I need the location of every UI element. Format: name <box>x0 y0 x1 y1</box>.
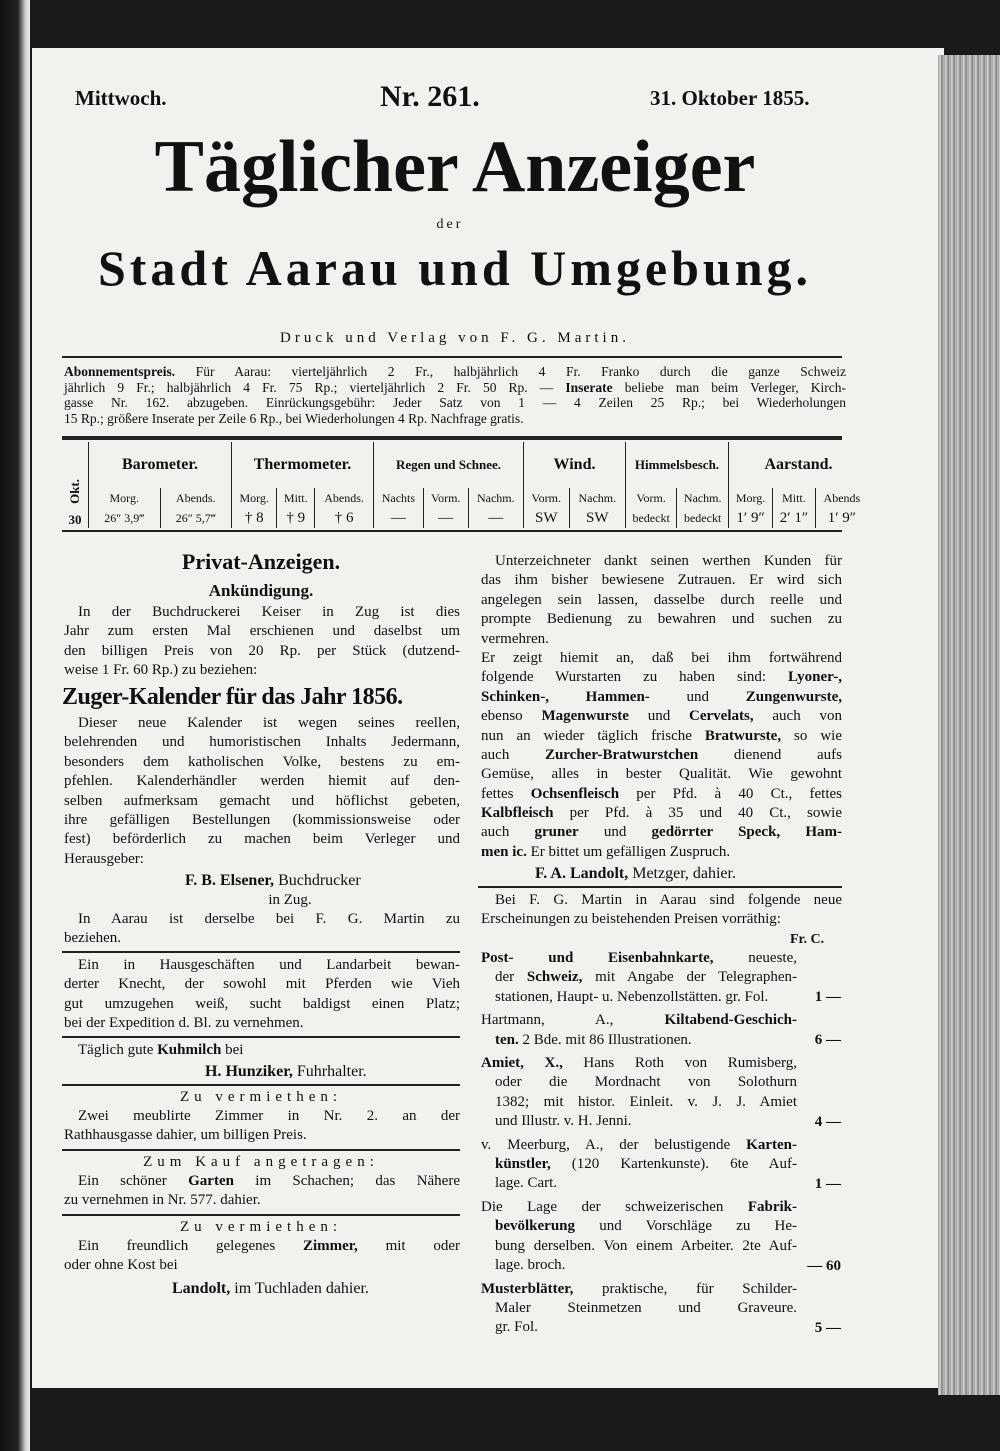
book-entry <box>481 1011 841 1050</box>
text-line <box>64 411 846 427</box>
weather-table <box>62 442 868 528</box>
text: Erscheinungen zu beistehenden Preisen vorräthig: <box>481 911 781 928</box>
text-line <box>481 1237 797 1256</box>
weather-subheader: Mitt. <box>277 488 315 508</box>
weather-subheader: Nachts <box>374 488 424 508</box>
text-line <box>64 910 460 929</box>
weather-subheader: Mitt. <box>773 488 816 508</box>
text: oder ohne Kost bei <box>64 1257 178 1274</box>
text-line <box>481 1299 797 1318</box>
text-line <box>481 571 842 590</box>
text: bung derselben. Von einem Arbeiter. 2te Auf- <box>495 1237 797 1254</box>
weather-header: Wind. <box>524 442 626 488</box>
text: mit oder <box>357 1238 461 1254</box>
text: Jahr zum ersten Mal erschienen und daselbst um <box>64 623 460 640</box>
bold-text: men ic. <box>481 843 527 860</box>
text: belehrenden und humoristischen Inhalts Jedermann, <box>64 734 460 751</box>
bold-text: Zimmer, <box>302 1238 358 1254</box>
text: und <box>649 688 746 705</box>
weather-value: 1′ 9″ <box>729 508 773 528</box>
text-line <box>481 1031 797 1050</box>
text: Unterzeichneter dankt seinen werthen Kunden für <box>495 553 842 569</box>
weather-value: † 6 <box>315 508 374 528</box>
text-line <box>481 707 842 726</box>
text: das ihm bisher bewiesene Zutrauen. Er wird sich <box>481 572 842 589</box>
text: und Vorschläge zu He- <box>575 1218 797 1235</box>
divider <box>62 1214 460 1216</box>
text-line <box>64 1256 460 1275</box>
text-line <box>64 642 460 661</box>
text: auch <box>481 746 545 763</box>
weekday: Mittwoch. <box>75 86 167 110</box>
publisher-line: Druck und Verlag von F. G. Martin. <box>280 330 630 346</box>
text-line <box>481 1198 797 1217</box>
weather-day: 30 <box>68 512 82 527</box>
text: Ein schöner <box>78 1173 189 1189</box>
text-line <box>481 1136 797 1155</box>
signature-name: F. B. Elsener, <box>185 872 275 889</box>
bold-text: Zurcher-Bratwurstchen <box>544 746 699 763</box>
bold-text: Garten <box>188 1173 234 1189</box>
text-line <box>481 968 797 987</box>
weather-subheader: Morg. <box>232 488 277 508</box>
text: bei <box>221 1042 244 1058</box>
text: Er zeigt hiemit an, daß bei ihm fortwährend <box>481 649 842 666</box>
text: 2 Bde. mit 86 Illustrationen. <box>518 1031 692 1048</box>
text-line <box>481 1093 797 1112</box>
book-price: 6 — <box>814 1032 841 1049</box>
ad-text <box>64 1041 314 1060</box>
weather-value: 2′ 1″ <box>773 508 816 528</box>
ad-text <box>64 1172 460 1211</box>
text-line <box>64 975 460 994</box>
ad-text <box>64 714 460 869</box>
signature-name: Landolt, <box>172 1280 231 1297</box>
text-line <box>64 364 846 380</box>
divider <box>62 1084 460 1086</box>
text: zu vernehmen in Nr. 577. dahier. <box>64 1192 261 1209</box>
divider <box>62 951 460 953</box>
text: und <box>628 708 690 725</box>
text: Für Aarau: vierteljährlich 2 Fr., halbjährlich 4 Fr. Franko durch die ganze Schweiz <box>175 364 846 379</box>
ad-text <box>481 552 842 862</box>
text-line <box>481 891 842 910</box>
bold-text: ten. <box>495 1031 519 1048</box>
bold-text: Kalbfleisch <box>481 805 554 822</box>
weather-subheader: Abends <box>815 488 868 508</box>
weather-header: Himmelsbesch. <box>626 442 729 488</box>
text: nun an wieder täglich frische <box>481 727 705 744</box>
text: (120 Kartenkunste). 6te Auf- <box>550 1156 797 1173</box>
text: lage. Cart. <box>495 1175 558 1192</box>
weather-value: † 8 <box>232 508 277 528</box>
scan-left-edge <box>0 0 30 1451</box>
ad-headline: Zuger-Kalender für das Jahr 1856. <box>62 684 403 710</box>
weather-value: — <box>423 508 468 528</box>
weather-value: SW <box>569 508 625 528</box>
text: Ein freundlich gelegenes <box>78 1238 303 1254</box>
subscription-info <box>64 364 846 426</box>
text-line <box>481 746 842 765</box>
text-line <box>64 753 460 772</box>
text-line <box>64 380 846 396</box>
signature-name: H. Hunziker, <box>205 1063 293 1080</box>
text: In Aarau ist derselbe bei F. G. Martin zu <box>78 911 460 927</box>
text: gasse Nr. 162. abzugeben. Einrückungsgebühr: Jeder Satz von 1 — 4 Zeilen 25 Rp.; bei Wiederholungen <box>64 395 846 410</box>
divider <box>62 436 842 440</box>
text-line <box>481 727 842 746</box>
text: im Schachen; das Nähere <box>233 1173 460 1189</box>
ad-signature <box>205 1062 367 1081</box>
weather-value: SW <box>524 508 570 528</box>
text: Ein in Hausgeschäften und Landarbeit bewan- <box>78 957 460 973</box>
text-line <box>64 1191 460 1210</box>
signature-role: Buchdrucker <box>278 872 361 889</box>
text: und Illustr. v. H. Jenni. <box>495 1113 632 1130</box>
text-line <box>481 1217 797 1236</box>
bold-text: Kiltabend-Geschich- <box>664 1012 797 1029</box>
weather-value: — <box>374 508 424 528</box>
text-line <box>64 661 460 680</box>
weather-value: bedeckt <box>677 508 729 528</box>
bold-text: Karten- <box>746 1136 797 1153</box>
weather-header: Aarstand. <box>729 442 869 488</box>
newspaper-title: Täglicher Anzeiger <box>154 126 756 208</box>
text-line <box>64 929 460 948</box>
weather-subheader: Vorm. <box>423 488 468 508</box>
bold-text: Zungenwurste, <box>745 688 843 705</box>
weather-header: Thermometer. <box>232 442 374 488</box>
section-heading: Privat-Anzeigen. <box>181 549 341 574</box>
text-line <box>64 395 846 411</box>
text-line <box>64 772 460 791</box>
bold-text: Schinken-, Hammen- <box>481 688 650 705</box>
text: Bei F. G. Martin in Aarau sind folgende neue <box>495 892 842 908</box>
text: den billigen Preis von 20 Rp. per Stück (dutzend- <box>64 642 460 659</box>
bold-text: bevölkerung <box>495 1218 576 1235</box>
text-line <box>64 956 460 975</box>
weather-subheader: Abends. <box>160 488 232 508</box>
text: auch von <box>753 708 842 725</box>
bold-text: Cervelats, <box>689 708 754 725</box>
text-line <box>481 668 842 687</box>
text: bei der Expedition d. Bl. zu vernehmen. <box>64 1015 304 1032</box>
text-line <box>481 1155 797 1174</box>
bold-text: Kuhmilch <box>157 1042 222 1058</box>
ad-text <box>64 603 460 681</box>
text-line <box>481 785 842 804</box>
book-entry <box>481 1280 841 1338</box>
text-line <box>64 733 460 752</box>
text: prompte Bedienung zu bewahren und suchen zu <box>481 611 842 628</box>
title-der: der <box>436 217 464 232</box>
bold-text: Magenwurste <box>541 708 629 725</box>
text: praktische, für Schilder- <box>573 1280 797 1297</box>
text-line <box>64 714 460 733</box>
bold-text: Ochsenfleisch <box>530 785 620 802</box>
text: der <box>495 969 527 986</box>
text-line <box>481 591 842 610</box>
weather-value: bedeckt <box>626 508 677 528</box>
text-line <box>64 1237 460 1256</box>
text-line <box>481 1174 797 1193</box>
text: so wie <box>781 727 842 744</box>
ad-text <box>64 956 460 1034</box>
ad-text <box>64 1107 460 1146</box>
bold-text: Amiet, X., <box>481 1055 563 1072</box>
text: beliebe man beim Verleger, Kirch- <box>612 379 846 395</box>
signature-role: Fuhrhalter. <box>296 1063 367 1080</box>
text: jährlich 9 Fr.; halbjährlich 4 Fr. 75 Rp.; vierteljährlich 2 Fr. 50 Rp. — <box>64 379 566 395</box>
text: ebenso <box>481 708 542 725</box>
text-line <box>481 910 842 929</box>
text: Gemüse, alles in bester Qualität. Wie gewohnt <box>481 766 842 783</box>
text: und <box>578 824 652 841</box>
weather-subheader: Nachm. <box>569 488 625 508</box>
text: gut umzugehen weiß, sucht baldigst einen Platz; <box>64 995 460 1012</box>
weather-subheader: Abends. <box>315 488 374 508</box>
text-line <box>481 610 842 629</box>
divider <box>62 356 842 358</box>
text: beziehen. <box>64 930 122 947</box>
text: auch <box>481 824 535 841</box>
weather-header: Regen und Schnee. <box>374 442 524 488</box>
text: v. Meerburg, A., der belustigende <box>481 1136 747 1153</box>
ad-text <box>64 910 460 949</box>
text-line <box>481 804 842 823</box>
book-price: — 60 <box>807 1257 841 1274</box>
text-line <box>64 792 460 811</box>
bold-text: Inserate <box>565 379 613 395</box>
book-entry <box>481 949 841 1007</box>
text: vermehren. <box>481 630 549 647</box>
text-line <box>481 1280 797 1299</box>
weather-month: Okt. <box>67 479 82 504</box>
text-line <box>481 988 797 1007</box>
text: Er bittet um gefälligen Zuspruch. <box>526 843 731 860</box>
ad-signature <box>185 871 361 890</box>
book-entry <box>481 1136 841 1194</box>
text: lage. broch. <box>495 1257 566 1274</box>
divider <box>62 530 842 532</box>
issue-date: 31. Oktober 1855. <box>650 86 810 110</box>
bold-text: Lyoner-, <box>787 669 842 686</box>
text: fettes <box>481 785 531 802</box>
weather-value: 26″ 3,9‴ <box>89 508 161 528</box>
bold-text: Post- und Eisenbahnkarte, <box>481 950 714 966</box>
signature-role: im Tuchladen dahier. <box>234 1280 369 1297</box>
text: per Pfd. à 40 Ct., fettes <box>619 785 842 802</box>
text-line <box>481 1318 797 1337</box>
book-entry <box>481 1198 841 1276</box>
text-line <box>481 630 842 649</box>
text: Die Lage der schweizerischen <box>481 1198 748 1215</box>
weather-subheader: Nachm. <box>468 488 523 508</box>
text: Herausgeber: <box>64 850 144 867</box>
weather-subheader: Nachm. <box>677 488 729 508</box>
bold-text: Abonnementspreis. <box>64 364 176 379</box>
divider <box>62 1149 460 1151</box>
text-line <box>64 622 460 641</box>
text: neueste, <box>713 950 797 966</box>
text: ihre gefälligen Bestellungen (kommissionsweise oder <box>64 811 460 828</box>
weather-subheader: Morg. <box>89 488 161 508</box>
text: selben aufmerksam gemacht und höflichst gebeten, <box>64 792 460 809</box>
text-line <box>64 850 460 869</box>
signature-place: in Zug. <box>268 892 312 908</box>
text: pfehlen. Kalenderhändler werden hiemit auf den- <box>64 773 460 790</box>
text: oder die Mordnacht von Solothurn <box>495 1074 797 1091</box>
text: mit Angabe der Telegraphen- <box>582 969 798 986</box>
weather-value: 26″ 5,7‴ <box>160 508 232 528</box>
text: In der Buchdruckerei Keiser in Zug ist dies <box>78 604 460 620</box>
weather-header: Barometer. <box>89 442 232 488</box>
book-price: 4 — <box>814 1113 841 1130</box>
text-line <box>481 765 842 784</box>
text: dienend aufs <box>698 746 842 763</box>
signature-name: F. A. Landolt, <box>535 865 629 882</box>
bold-text: Musterblätter, <box>481 1280 574 1297</box>
text: 1382; mit histor. Einleit. v. J. J. Amiet <box>495 1093 797 1110</box>
text: per Pfd. à 35 und 40 Ct., sowie <box>553 805 842 822</box>
text-line <box>481 1073 797 1092</box>
signature-role: Metzger, dahier. <box>632 865 736 882</box>
text-line <box>64 1126 460 1145</box>
weather-subheader: Vorm. <box>626 488 677 508</box>
issue-number: Nr. 261. <box>380 80 480 113</box>
text: 15 Rp.; größere Inserate per Zeile 6 Rp., bei Wiederholungen 4 Rp. Nachfrage gratis. <box>64 410 524 426</box>
text: folgende Wurstarten zu haben sind: <box>481 669 788 686</box>
book-list <box>481 949 842 1342</box>
weather-subheader: Morg. <box>729 488 773 508</box>
book-price: 5 — <box>814 1319 841 1336</box>
weather-subheader: Vorm. <box>524 488 570 508</box>
bold-text: Bratwurste, <box>704 727 782 744</box>
book-price: 1 — <box>814 1175 841 1192</box>
text-line <box>481 949 797 968</box>
text: Zwei meublirte Zimmer in Nr. 2. an der <box>78 1108 460 1124</box>
ad-signature <box>172 1279 369 1298</box>
text: Täglich gute <box>78 1042 158 1058</box>
text-line <box>481 688 842 707</box>
weather-value: † 9 <box>277 508 315 528</box>
text-line <box>64 830 460 849</box>
text-line <box>481 843 842 862</box>
text-line <box>64 1107 460 1126</box>
text: Hartmann, A., <box>481 1012 665 1029</box>
text-line <box>64 1172 460 1191</box>
ad-title: Zum Kauf angetragen: <box>143 1154 379 1170</box>
ad-title: Ankündigung. <box>208 581 314 600</box>
text-line <box>64 603 460 622</box>
book-price: 1 — <box>814 989 841 1006</box>
ad-text <box>481 891 842 930</box>
ad-signature <box>535 864 736 883</box>
weather-value: 1′ 9″ <box>815 508 868 528</box>
text-line <box>481 1256 797 1275</box>
text: angelegen sein lassen, dasselbe durch reelle und <box>481 591 842 608</box>
text: Maler Steinmetzen und Graveure. <box>495 1299 797 1316</box>
text: weise 1 Fr. 60 Rp.) zu beziehen: <box>64 662 258 679</box>
bold-text: Fabrik- <box>747 1198 797 1215</box>
text-line <box>481 823 842 842</box>
text-line <box>481 1054 797 1073</box>
weather-value: — <box>468 508 523 528</box>
text-line <box>481 649 842 668</box>
text: Hans Roth von Rumisberg, <box>562 1055 797 1072</box>
text-line <box>64 1041 314 1060</box>
bold-text: künstler, <box>495 1156 551 1173</box>
book-entry <box>481 1054 841 1132</box>
text-line <box>64 995 460 1014</box>
text: besonders dem katholischen Volke, bestens zu em- <box>64 753 460 770</box>
ad-text <box>64 1237 460 1276</box>
text-line <box>481 1112 797 1131</box>
newspaper-subtitle: Stadt Aarau und Umgebung. <box>97 240 813 296</box>
bold-text: Schweiz, <box>526 969 583 986</box>
divider <box>62 1036 460 1038</box>
text: derter Knecht, der sowohl mit Pferden wie Vieh <box>64 976 460 993</box>
text-line <box>64 1014 460 1033</box>
text: Dieser neue Kalender ist wegen seines reellen, <box>78 715 460 731</box>
book-page-edges <box>938 55 1000 1395</box>
bold-text: gruner <box>534 824 579 841</box>
text-line <box>64 811 460 830</box>
currency-header: Fr. C. <box>790 932 825 947</box>
text: stationen, Haupt- u. Nebenzollstätten. gr. Fol. <box>495 988 769 1005</box>
text: Rathhausgasse dahier, um billigen Preis. <box>64 1127 307 1144</box>
ad-title: Zu vermiethen: <box>179 1219 343 1235</box>
divider <box>478 886 842 888</box>
text-line <box>481 1011 797 1030</box>
text-line <box>481 552 842 571</box>
bold-text: gedörrter Speck, Ham- <box>651 824 842 841</box>
text: fest) beförderlich zu machen beim Verleger und <box>64 831 460 848</box>
text: gr. Fol. <box>495 1319 538 1336</box>
ad-title: Zu vermiethen: <box>179 1089 343 1105</box>
